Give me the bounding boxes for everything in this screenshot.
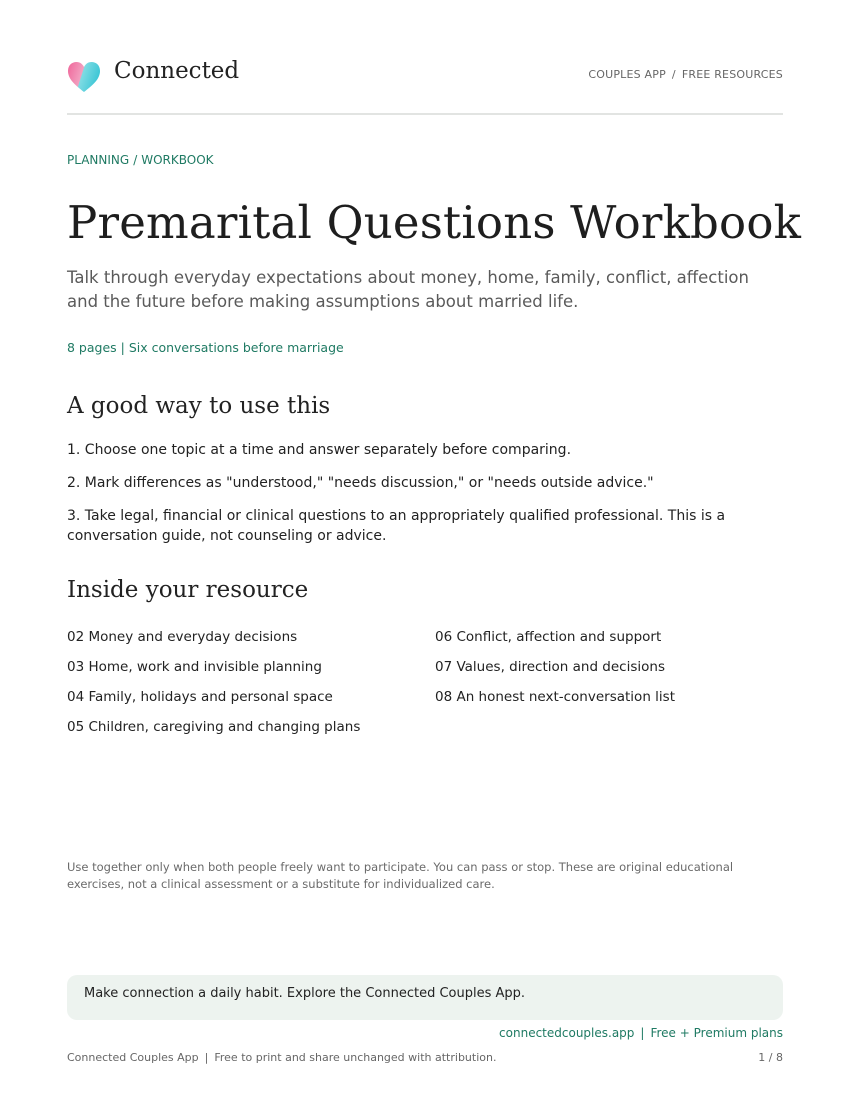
plans-link[interactable]: Free + Premium plans [650, 1026, 783, 1040]
toc-item: 07 Values, direction and decisions [435, 659, 665, 675]
page-subtitle: Talk through everyday expectations about money, home, family, conflict, affection and the future before making assumptions about married life. [67, 268, 749, 311]
guide-heading: A good way to use this [67, 393, 331, 419]
cta-banner[interactable] [67, 975, 783, 1020]
guide-step: 2. Mark differences as "understood," "needs discussion," or "needs outside advice." [67, 475, 654, 491]
nav-free-resources[interactable]: FREE RESOURCES [681, 68, 783, 81]
header-nav: COUPLES APP / FREE RESOURCES [588, 68, 783, 81]
breadcrumb-workbook[interactable]: WORKBOOK [141, 153, 214, 167]
page-footer: Connected Couples App | Free to print and share unchanged with attribution. 1 / 8 [67, 1051, 783, 1064]
toc-left-column [67, 628, 427, 748]
document-page [67, 0, 802, 1100]
toc-item: 05 Children, caregiving and changing plans [67, 719, 361, 735]
toc-item: 08 An honest next-conversation list [435, 689, 675, 705]
footer-links: connectedcouples.app | Free + Premium plans [499, 1026, 783, 1040]
page-number: 1 / 8 [758, 1051, 783, 1064]
guide-steps [67, 440, 783, 559]
toc-item: 04 Family, holidays and personal space [67, 689, 333, 705]
footer-app-name: Connected Couples App [67, 1051, 199, 1064]
toc-item: 02 Money and everyday decisions [67, 629, 298, 645]
breadcrumb-planning[interactable]: PLANNING [67, 153, 130, 167]
toc-right-column [435, 628, 783, 718]
footer-license: Free to print and share unchanged with attribution. [214, 1051, 497, 1064]
guide-step: 3. Take legal, financial or clinical questions to an appropriately qualified professional. This is a conversation guide, not counseling or advice. [67, 508, 726, 544]
brand-name: Connected [114, 58, 240, 84]
page-header [67, 56, 783, 96]
website-link[interactable]: connectedcouples.app [499, 1026, 635, 1040]
toc-item: 03 Home, work and invisible planning [67, 659, 322, 675]
inside-heading: Inside your resource [67, 577, 309, 603]
heart-icon [67, 60, 101, 94]
disclaimer: Use together only when both people freely want to participate. You can pass or stop. These are original educational exercises, not a clinical assessment or a substitute for individualized care. [67, 860, 734, 891]
nav-couples-app[interactable]: COUPLES APP [588, 68, 666, 81]
header-divider [67, 113, 783, 115]
cta-text: Make connection a daily habit. Explore the Connected Couples App. [84, 986, 526, 1001]
toc-item: 06 Conflict, affection and support [435, 629, 662, 645]
breadcrumb: PLANNING / WORKBOOK [67, 153, 214, 167]
resource-meta: 8 pages | Six conversations before marriage [67, 340, 344, 355]
page-title: Premarital Questions Workbook [67, 196, 802, 249]
guide-step: 1. Choose one topic at a time and answer separately before comparing. [67, 442, 572, 458]
